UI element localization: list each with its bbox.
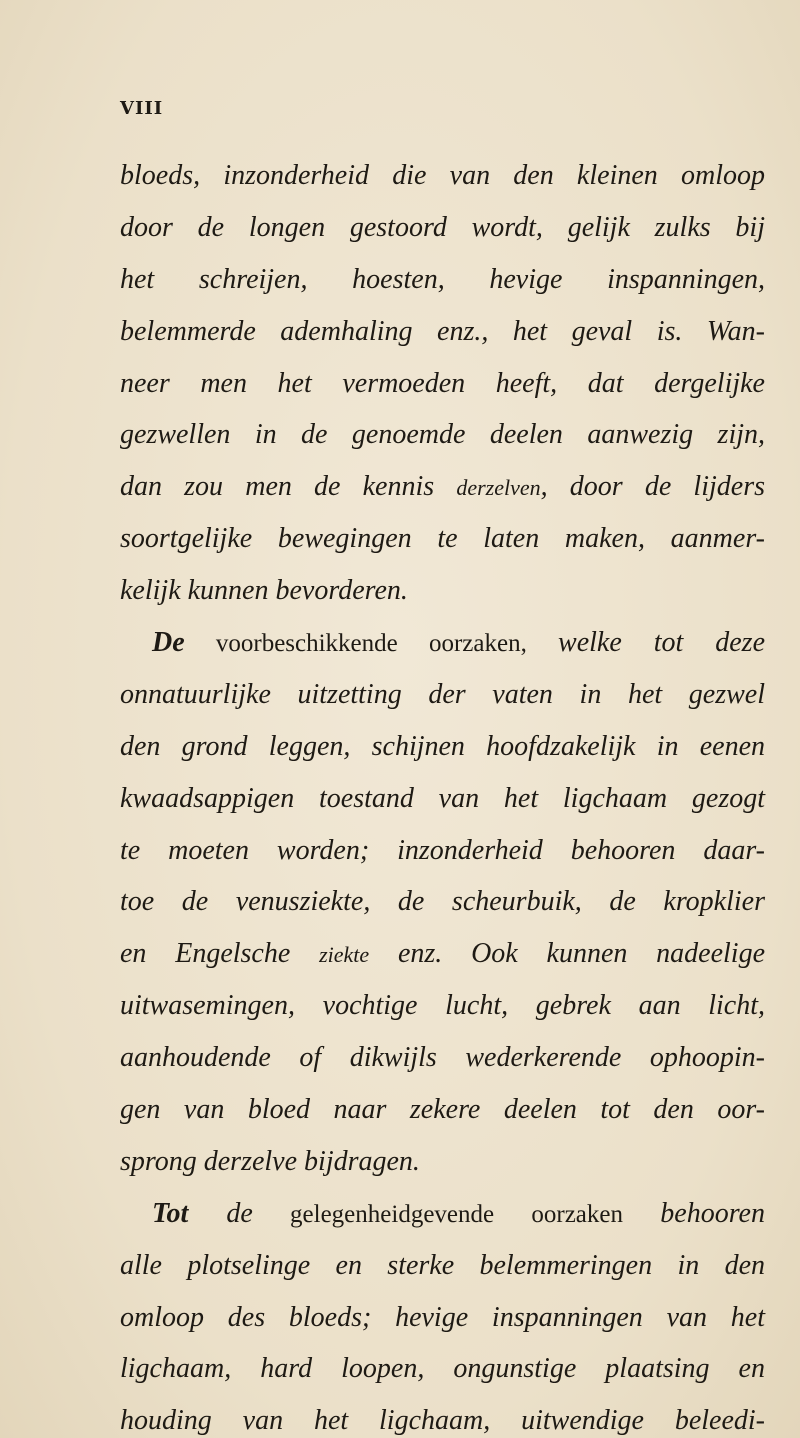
- text-line: neer men het vermoeden heeft, dat dergelijke: [120, 367, 765, 399]
- text-line: dan zou men de kennis derzelven, door de lijders: [120, 471, 765, 503]
- text-line: houding van het ligchaam, uitwendige beleedi-: [120, 1405, 765, 1437]
- text-line: bloeds, inzonderheid die van den kleinen omloop: [120, 160, 765, 191]
- text-line: kwaadsappigen toestand van het ligchaam gezogt: [120, 782, 765, 814]
- text-line: uitwasemingen, vochtige lucht, gebrek aan licht,: [120, 990, 765, 1022]
- text-line: sprong derzelve bijdragen.: [120, 1145, 420, 1177]
- text-line: ligchaam, hard loopen, ongunstige plaatsing en: [120, 1353, 765, 1385]
- text-line: belemmerde ademhaling enz., het geval is. Wan-: [120, 315, 765, 347]
- page-number: VIII: [120, 98, 164, 119]
- text-line-paragraph-start: De voorbeschikkende oorzaken, welke tot deze: [152, 627, 765, 659]
- text-line: toe de venusziekte, de scheurbuik, de kropklier: [120, 886, 765, 918]
- text-line: kelijk kunnen bevorderen.: [120, 575, 408, 607]
- text-line: alle plotselinge en sterke belemmeringen in den: [120, 1249, 765, 1281]
- text-line: te moeten worden; inzonderheid behooren daar-: [120, 834, 765, 866]
- text-line: omloop des bloeds; hevige inspanningen van het: [120, 1301, 765, 1333]
- text-line: soortgelijke bewegingen te laten maken, aanmer-: [120, 523, 765, 555]
- text-line: aanhoudende of dikwijls wederkerende ophoopin-: [120, 1042, 765, 1074]
- text-line: gezwellen in de genoemde deelen aanwezig zijn,: [120, 419, 765, 451]
- text-line: het schreijen, hoesten, hevige inspanningen,: [120, 263, 765, 295]
- text-line: onnatuurlijke uitzetting der vaten in het gezwel: [120, 678, 765, 710]
- text-line: gen van bloed naar zekere deelen tot den oor-: [120, 1094, 765, 1126]
- text-line: en Engelsche ziekte enz. Ook kunnen nadeelige: [120, 938, 765, 970]
- body-text: [120, 150, 765, 1438]
- text-line: door de longen gestoord wordt, gelijk zulks bij: [120, 211, 765, 243]
- text-line-paragraph-start: Tot de gelegenheidgevende oorzaken behooren: [152, 1197, 765, 1229]
- text-line: den grond leggen, schijnen hoofdzakelijk in eenen: [120, 730, 765, 762]
